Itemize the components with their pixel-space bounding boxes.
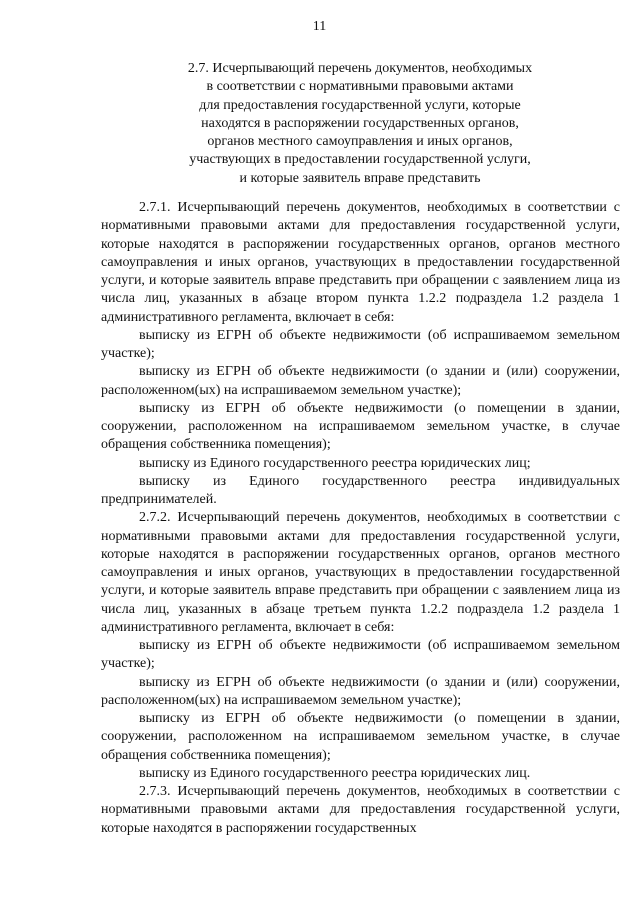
heading-line: участвующих в предоставлении государственной услуги,: [189, 152, 531, 168]
paragraph-2-7-1: 2.7.1. Исчерпывающий перечень документов, необходимых в соответствии с нормативными правовыми актами для предоставления государственной услуги, которые находятся в распоряжении государственных органов, органов местного самоуправления и иных органов, участвующих в предоставлении государственной услуги, и которые заявитель вправе представить при обращении с заявлением лица из числа лиц, указанных в абзаце втором пункта 1.2.2 подраздела 1.2 раздела 1 административного регламента, включает в себя:: [101, 200, 620, 325]
list-item: выписку из ЕГРН об объекте недвижимости (об испрашиваемом земельном участке);: [101, 638, 620, 672]
list-item: выписку из Единого государственного реестра индивидуальных предпринимателей.: [101, 473, 620, 507]
list-item: выписку из Единого государственного реестра юридических лиц.: [139, 765, 531, 781]
heading-line: находятся в распоряжении государственных органов,: [201, 115, 519, 131]
body-text: [101, 199, 620, 838]
list-item: выписку из ЕГРН об объекте недвижимости (о здании и (или) сооружении, расположенном(ых) на испрашиваемом земельном участке);: [101, 674, 620, 708]
list-item: выписку из ЕГРН об объекте недвижимости (о помещении в здании, сооружении, расположенном на испрашиваемом земельном участке, в случае обращения собственника помещения);: [101, 711, 620, 763]
list-item: выписку из ЕГРН об объекте недвижимости (о помещении в здании, сооружении, расположенном на испрашиваемом земельном участке, в случае обращения собственника помещения);: [101, 400, 620, 453]
section-heading: [100, 60, 620, 188]
list-item: выписку из ЕГРН об объекте недвижимости (об испрашиваемом земельном участке);: [101, 327, 620, 361]
paragraph-2-7-3: 2.7.3. Исчерпывающий перечень документов, необходимых в соответствии с нормативными правовыми актами для предоставления государственной услуги, которые находятся в распоряжении государственных: [101, 784, 620, 836]
heading-line: в соответствии с нормативными правовыми актами: [206, 79, 514, 95]
list-item: выписку из Единого государственного реестра юридических лиц;: [139, 455, 531, 471]
heading-line: и которые заявитель вправе представить: [239, 170, 481, 186]
heading-line: 2.7. Исчерпывающий перечень документов, необходимых: [187, 61, 533, 76]
list-item: выписку из ЕГРН об объекте недвижимости (о здании и (или) сооружении, расположенном(ых) на испрашиваемом земельном участке);: [101, 364, 620, 398]
heading-line: органов местного самоуправления и иных органов,: [207, 134, 513, 150]
paragraph-2-7-2: 2.7.2. Исчерпывающий перечень документов, необходимых в соответствии с нормативными правовыми актами для предоставления государственной услуги, которые находятся в распоряжении государственных органов, органов местного самоуправления и иных органов, участвующих в предоставлении государственной услуги, и которые заявитель вправе представить при обращении с заявлением лица из числа лиц, указанных в абзаце третьем пункта 1.2.2 подраздела 1.2 раздела 1 административного регламента, включает в себя:: [101, 510, 620, 635]
page-number: 11: [312, 19, 327, 34]
heading-line: для предоставления государственной услуги, которые: [199, 97, 521, 113]
